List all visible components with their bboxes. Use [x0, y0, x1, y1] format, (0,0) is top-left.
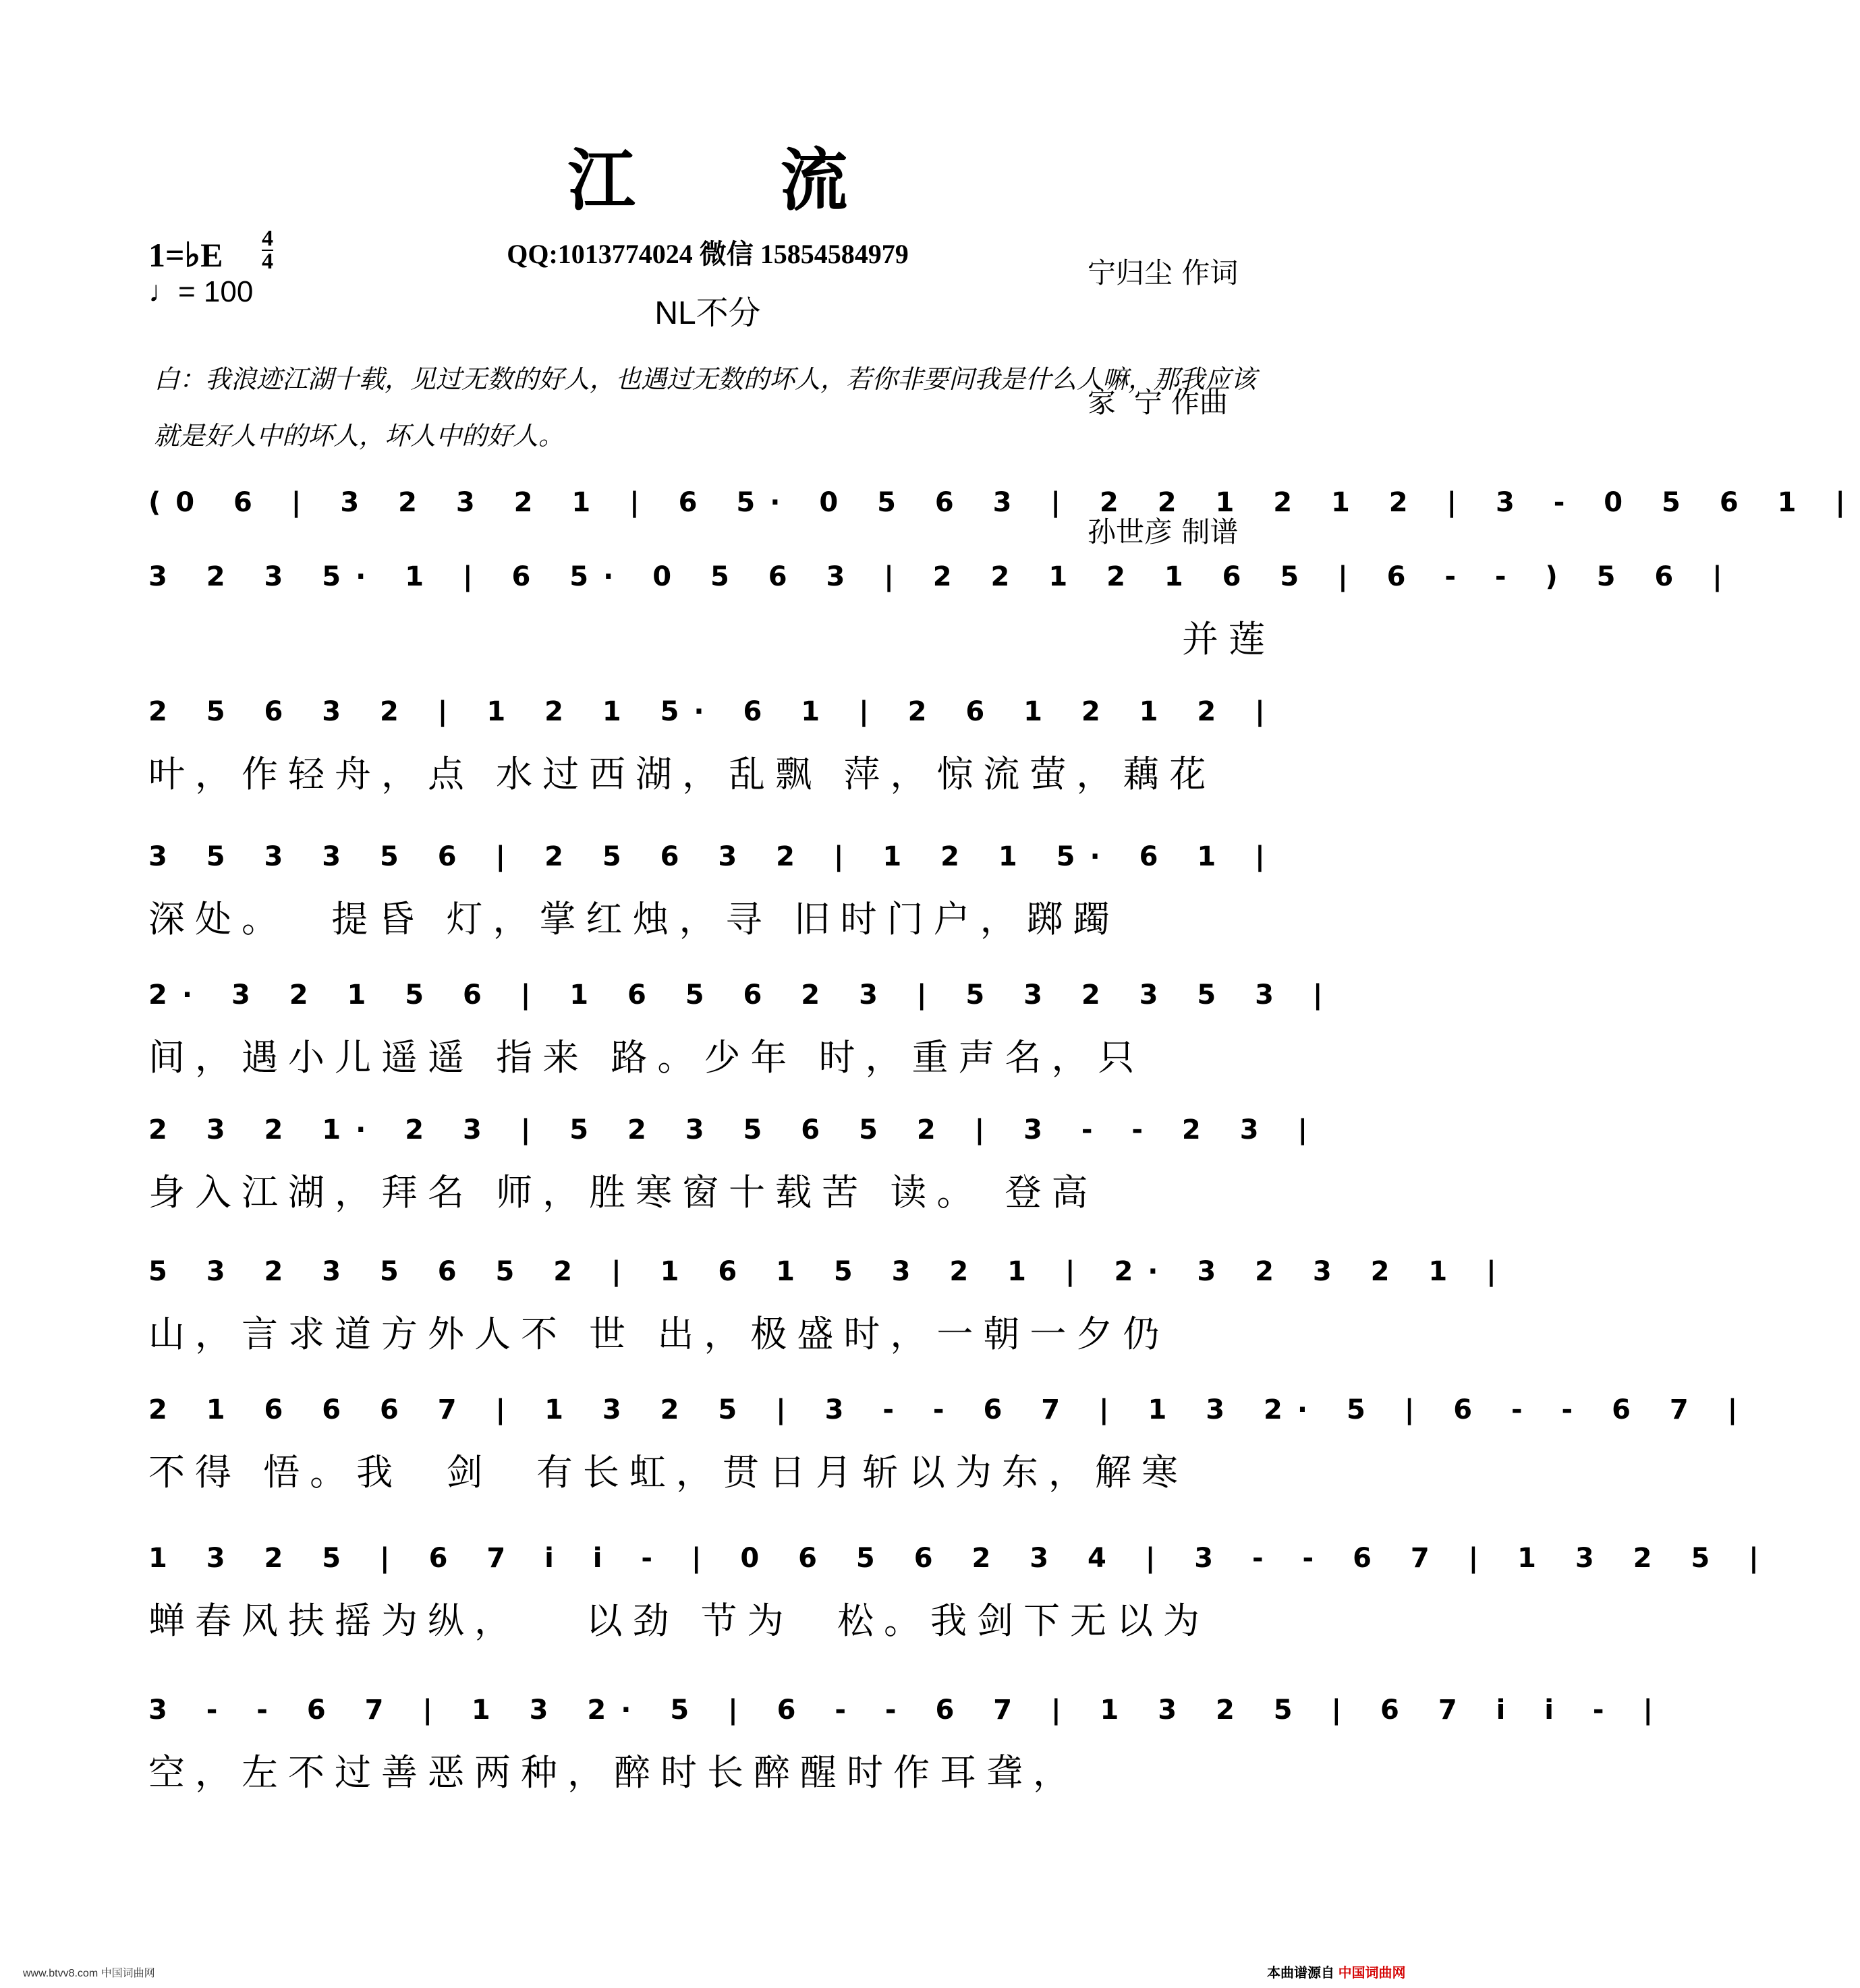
- time-signature: [262, 228, 273, 273]
- notation-line: 2 3 2 1· 2 3 | 5 2 3 5 6 5 2 | 3 - - 2 3 |: [148, 1114, 1323, 1145]
- lyric-line: 间，遇小儿遥遥 指来 路。少年 时，重声名，只: [148, 1036, 1145, 1079]
- lyric-line: 空，左不过善恶两种，醉时长醉醒时作耳聋，: [148, 1751, 1079, 1794]
- key-label: 1=♭E: [148, 236, 223, 274]
- notation-line: 2 1 6 6 6 7 | 1 3 2 5 | 3 - - 6 7 | 1 3 2· 5 | 6 - - 6 7 |: [148, 1394, 1753, 1425]
- notation-line: 3 - - 6 7 | 1 3 2· 5 | 6 - - 6 7 | 1 3 2 5 | 6 7 i i - |: [148, 1695, 1668, 1726]
- composer-credit: 家 宁 作曲: [1088, 386, 1229, 419]
- notation-line: 2· 3 2 1 5 6 | 1 6 5 6 2 3 | 5 3 2 3 5 3 |: [148, 979, 1338, 1011]
- notation-line: 3 5 3 3 5 6 | 2 5 6 3 2 | 1 2 1 5· 6 1 |: [148, 841, 1280, 872]
- song-title: 江 流: [567, 140, 909, 220]
- footer-brand-link[interactable]: 中国词曲网: [1338, 1966, 1406, 1981]
- time-numerator: 4: [262, 226, 273, 251]
- footer-source: [1267, 1962, 1406, 1981]
- footer-source-prefix: 本曲谱源自: [1267, 1966, 1334, 1981]
- lyric-line: 不得 悟。我 剑 有长虹，贯日月斩以为东，解寒: [148, 1451, 1188, 1494]
- narration-text: 白：我浪迹江湖十载，见过无数的好人，也遇过无数的坏人，若你非要问我是什么人嘛，那我应该就是好人中的坏人，坏人中的好人。: [154, 364, 1257, 451]
- contact-info: QQ:1013774024 微信 15854584979: [507, 239, 909, 269]
- lyricist-credit: 宁归尘 作词: [1088, 256, 1239, 289]
- lyric-line: 身入江湖，拜名 师，胜寒窗十载苦 读。 登高: [148, 1171, 1098, 1214]
- lyric-line: 深处。 提昏 灯，掌红烛，寻 旧时门户，踯躅: [148, 898, 1120, 940]
- arranger-credit: 孙世彦 制谱: [1088, 515, 1239, 548]
- subtitle: NL不分: [654, 295, 761, 331]
- lyric-line: 蝉春风扶摇为纵， 以劲 节为 松。我剑下无以为: [148, 1599, 1210, 1642]
- lyric-line: 叶，作轻舟，点 水过西湖，乱飘 萍，惊流萤，藕花: [148, 753, 1216, 795]
- time-denominator: 4: [262, 249, 273, 274]
- lyric-line: 并莲: [1182, 618, 1275, 660]
- notation-line: 2 5 6 3 2 | 1 2 1 5· 6 1 | 2 6 1 2 1 2 |: [148, 696, 1280, 727]
- notation-line: 3 2 3 5· 1 | 6 5· 0 5 6 3 | 2 2 1 2 1 6 5 | 6 - - ) 5 6 |: [148, 561, 1737, 592]
- notation-line: (0 6 | 3 2 3 2 1 | 6 5· 0 5 6 3 | 2 2 1 2 1 2 | 3 - 0 5 6 1 |: [148, 487, 1860, 518]
- notation-line: 1 3 2 5 | 6 7 i i - | 0 6 5 6 2 3 4 | 3 - - 6 7 | 1 3 2 5 |: [148, 1543, 1774, 1574]
- tempo-mark: ♩= 100: [148, 275, 254, 308]
- notation-line: 5 3 2 3 5 6 5 2 | 1 6 1 5 3 2 1 | 2· 3 2 3 2 1 |: [148, 1256, 1511, 1287]
- key-signature: [148, 226, 273, 274]
- footer-site-link[interactable]: www.btvv8.com 中国词曲网: [23, 1968, 155, 1979]
- lyric-line: 山，言求道方外人不 世 出，极盛时，一朝一夕仍: [148, 1313, 1170, 1355]
